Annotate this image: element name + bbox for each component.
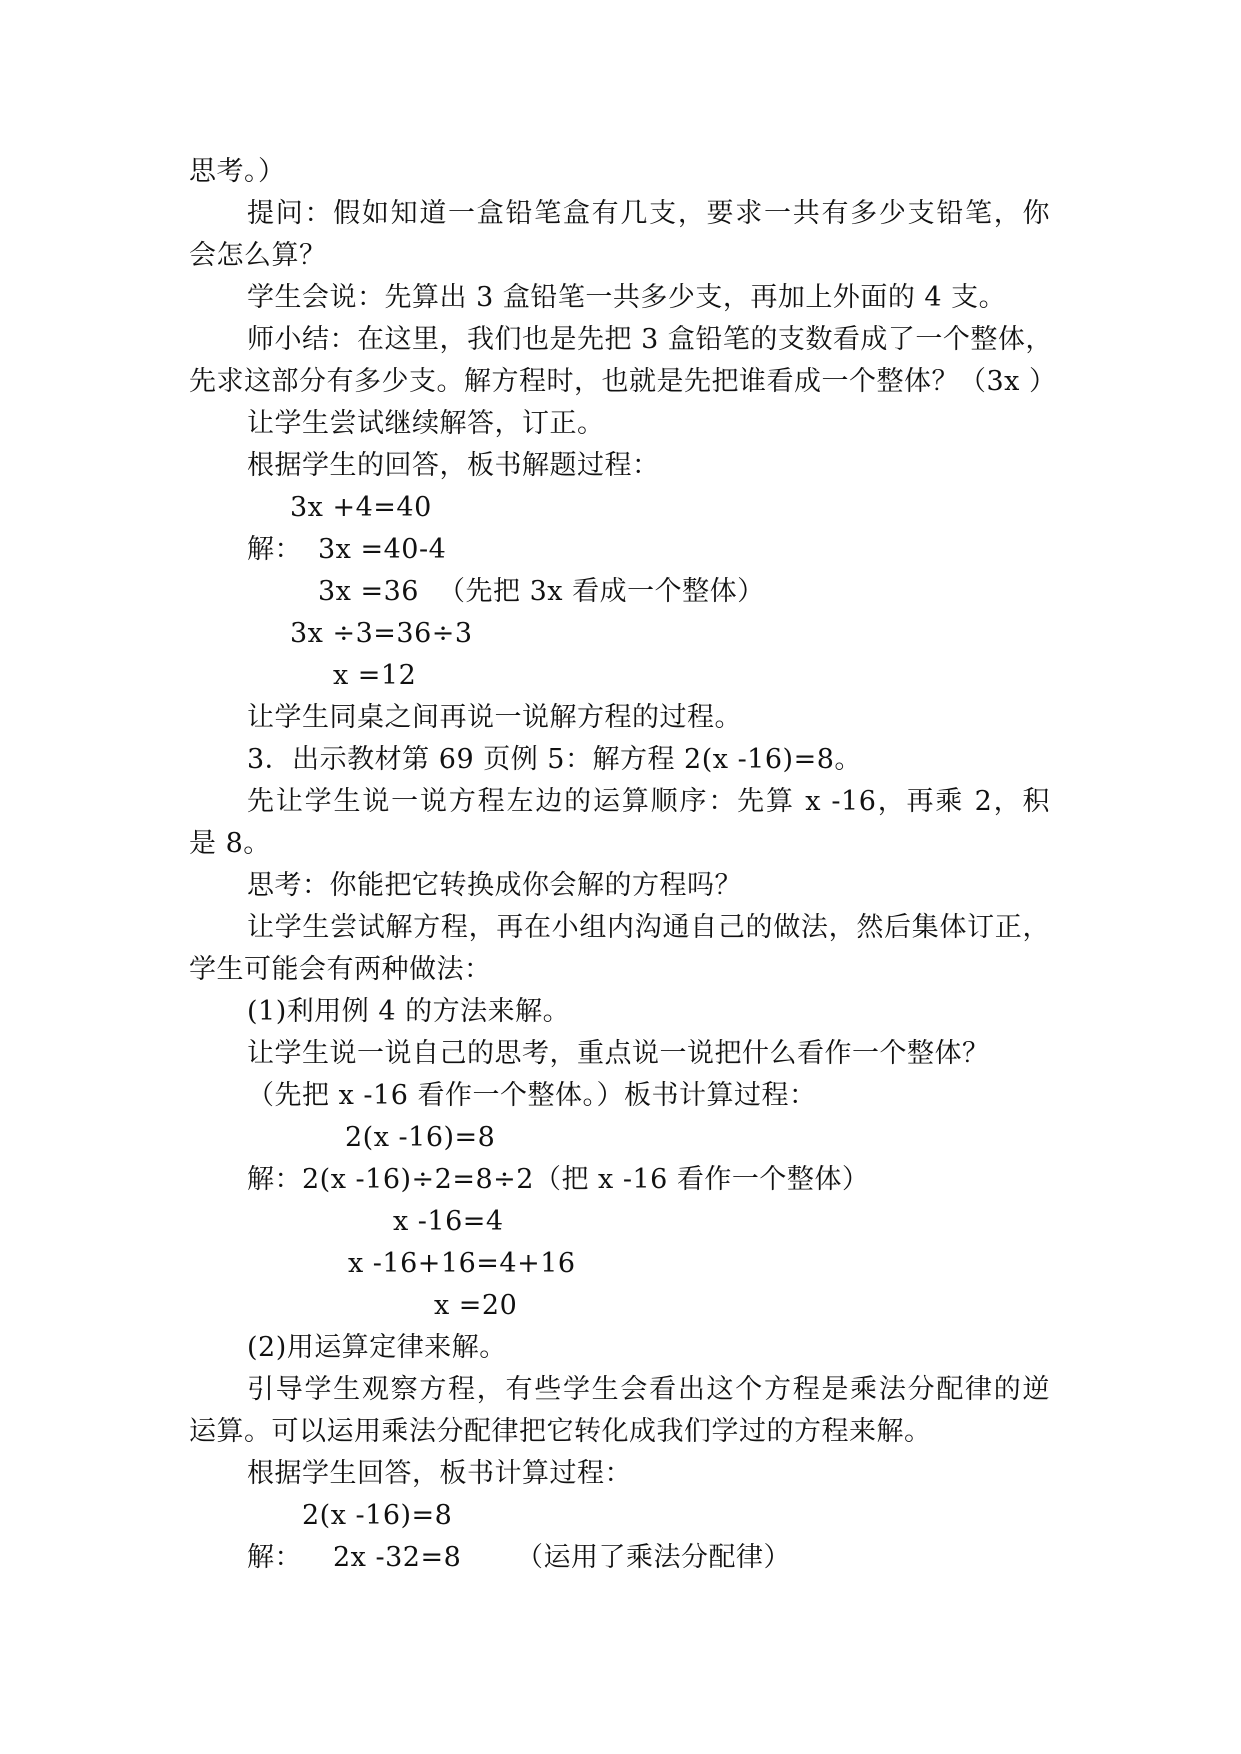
text-line: 让学生尝试继续解答，订正。 — [247, 408, 605, 439]
equation-line: x =12 — [333, 660, 417, 691]
text-line: 学生会说：先算出 3 盒铅笔一共多少支，再加上外面的 4 支。 — [247, 282, 1007, 313]
equation-line: 3x ÷3=36÷3 — [290, 618, 473, 649]
text-line: (1)利用例 4 的方法来解。 — [247, 996, 571, 1027]
text-line: 思考：你能把它转换成你会解的方程吗？ — [247, 870, 742, 901]
text-line: 根据学生回答，板书计算过程： — [247, 1458, 632, 1489]
equation-note: （先把 3x 看成一个整体） — [438, 576, 765, 607]
text-line: 让学生同桌之间再说一说解方程的过程。 — [247, 702, 742, 733]
text-line: 思考。） — [189, 156, 286, 187]
text-line: (2)用运算定律来解。 — [247, 1332, 507, 1363]
equation-note: （运用了乘法分配律） — [516, 1542, 791, 1573]
equation-line: 2(x -16)=8 — [302, 1500, 453, 1531]
text-line: 根据学生的回答，板书解题过程： — [247, 450, 660, 481]
equation-line: 3x +4=40 — [290, 492, 432, 523]
text-line: 提问：假如知道一盒铅笔盒有几支，要求一共有多少支铅笔，你 — [247, 198, 1050, 229]
text-line: 解：2(x -16)÷2=8÷2（把 x -16 看作一个整体） — [247, 1164, 870, 1195]
solution-label: 解： — [247, 534, 302, 565]
text-line: 让学生尝试解方程，再在小组内沟通自己的做法，然后集体订正， — [247, 912, 1050, 943]
text-line: 先让学生说一说方程左边的运算顺序：先算 x -16，再乘 2，积 — [247, 786, 1050, 817]
text-line: 先求这部分有多少支。解方程时，也就是先把谁看成一个整体？（3x ） — [189, 366, 1057, 397]
text-line: 学生可能会有两种做法： — [189, 954, 492, 985]
solution-label: 解： — [247, 1542, 302, 1573]
equation-line: x -16+16=4+16 — [348, 1248, 576, 1279]
equation-line: x -16=4 — [393, 1206, 504, 1237]
equation-line: 2(x -16)=8 — [345, 1122, 496, 1153]
text-line: 引导学生观察方程，有些学生会看出这个方程是乘法分配律的逆 — [247, 1374, 1050, 1405]
text-line: 是 8。 — [189, 828, 271, 859]
equation-line: 3x =40-4 — [318, 534, 447, 565]
equation-line: 3x =36 — [318, 576, 419, 607]
equation-line: x =20 — [434, 1290, 518, 1321]
text-line: 运算。可以运用乘法分配律把它转化成我们学过的方程来解。 — [189, 1416, 932, 1447]
text-line: 师小结：在这里，我们也是先把 3 盒铅笔的支数看成了一个整体， — [247, 324, 1053, 355]
text-line: 3．出示教材第 69 页例 5：解方程 2(x -16)=8。 — [247, 744, 862, 775]
text-line: 让学生说一说自己的思考，重点说一说把什么看作一个整体？ — [247, 1038, 990, 1069]
equation-line: 2x -32=8 — [333, 1542, 462, 1573]
text-line: 会怎么算？ — [189, 240, 327, 271]
text-line: （先把 x -16 看作一个整体。）板书计算过程： — [247, 1080, 817, 1111]
